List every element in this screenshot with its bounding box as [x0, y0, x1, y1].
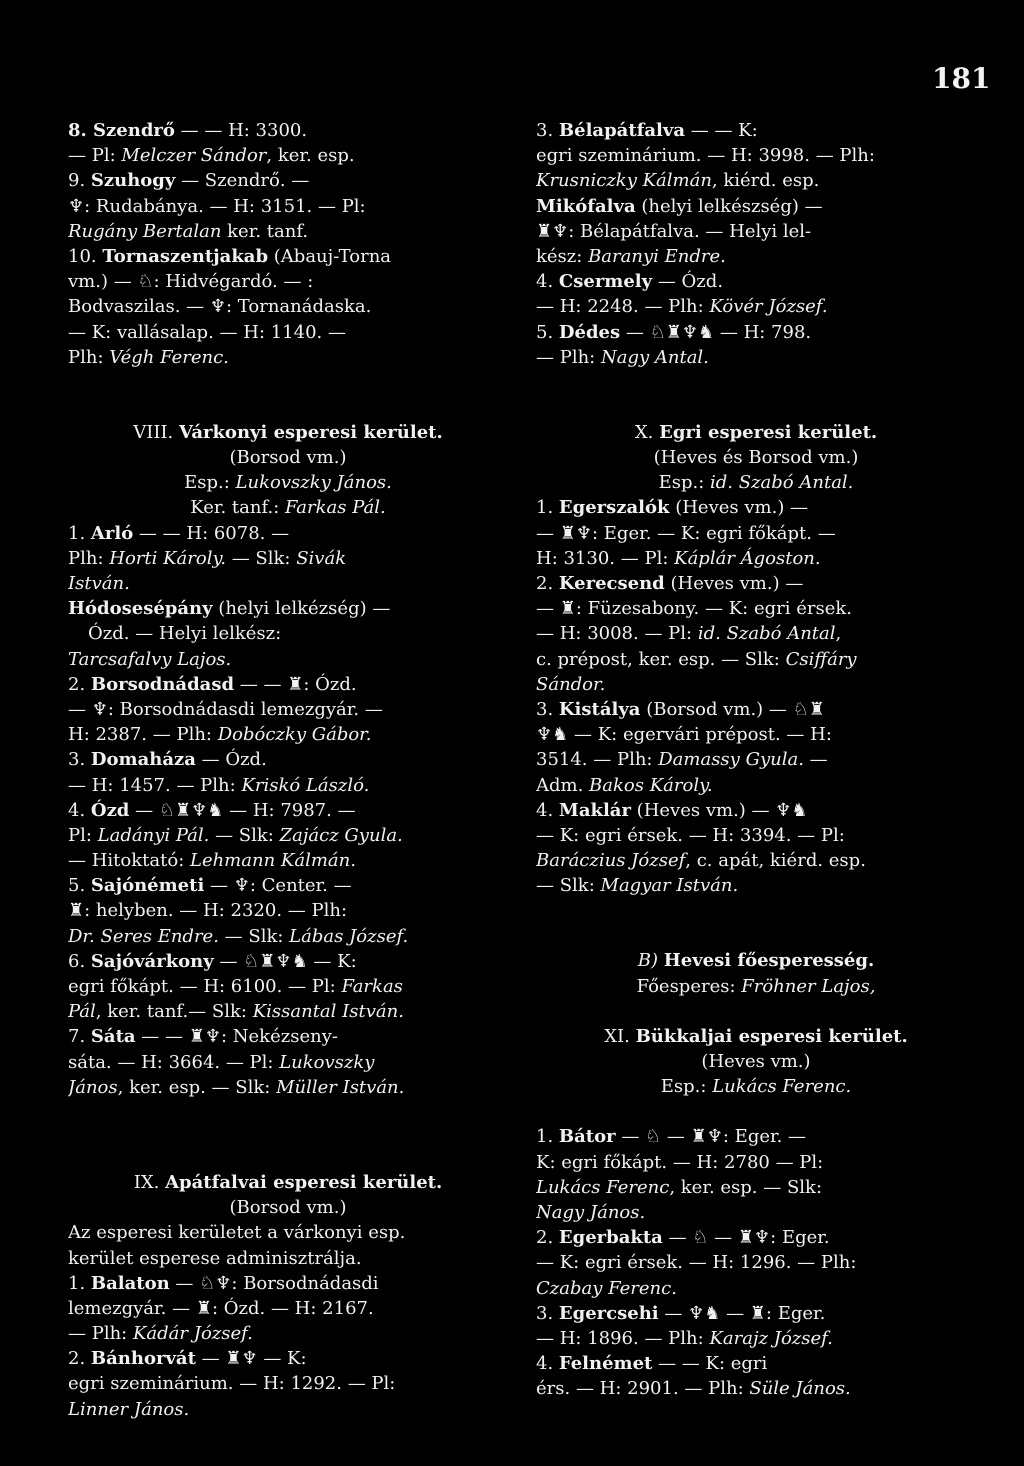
spacer — [68, 370, 508, 420]
right_column-line: B) Hevesi főesperesség. — [637, 950, 875, 972]
right_column-line: — ♜: Füzesabony. — K: egri érsek. — [536, 598, 852, 620]
left_column-line: Plh: Horti Károly. — Slk: Sivák — [68, 547, 347, 569]
left_column-line: — Plh: Kádár József. — [68, 1323, 253, 1345]
spacer — [536, 999, 976, 1024]
right_column-line: ♜♆: Bélapátfalva. — Helyi lel- — [536, 220, 812, 242]
left_column-line: Plh: Végh Ferenc. — [68, 346, 229, 368]
page-number: 181 — [932, 62, 991, 95]
left_column-line: Rugány Bertalan ker. tanf. — [68, 220, 309, 242]
left_column-line: sáta. — H: 3664. — Pl: Lukovszky — [68, 1051, 375, 1073]
right_column-line: érs. — H: 2901. — Plh: Süle János. — [536, 1378, 851, 1400]
right_column-line: Czabay Ferenc. — [536, 1277, 677, 1299]
right_column-line: 3. Egercsehi — ♆♞ — ♜: Eger. — [536, 1302, 826, 1324]
left_column-line: VIII. Várkonyi esperesi kerület. — [133, 421, 443, 443]
right_column-line: 3514. — Plh: Damassy Gyula. — — [536, 749, 828, 771]
right_column-line: (Heves vm.) — [701, 1051, 811, 1072]
right_column-line: ♆♞ — K: egervári prépost. — H: — [536, 724, 832, 746]
left_column-line: Dr. Seres Endre. — Slk: Lábas József. — [68, 925, 409, 947]
right_column-line: Esp.: Lukács Ferenc. — [660, 1076, 852, 1098]
right_column-line: — H: 2248. — Plh: Kövér József. — [536, 296, 828, 318]
right_column-line: Főesperes: Fröhner Lajos, — [636, 975, 876, 997]
left_column-line: Esp.: Lukovszky János. — [184, 472, 392, 494]
left_column-line: István. — [68, 573, 130, 594]
right_column-line: 2. Egerbakta — ♘ — ♜♆: Eger. — [536, 1227, 830, 1249]
right_column-line: 4. Felnémet — — K: egri — [536, 1353, 768, 1375]
left_column-line: Az esperesi kerületet a várkonyi esp. — [68, 1222, 406, 1244]
spacer — [536, 898, 976, 948]
spacer — [536, 370, 976, 420]
right_column-line: 3. Kistálya (Borsod vm.) — ♘♜ — [536, 698, 825, 720]
right_column-line: — H: 3008. — Pl: id. Szabó Antal, — [536, 623, 842, 645]
right_column-line: kész: Baranyi Endre. — [536, 245, 726, 267]
left_column-line: 2. Bánhorvát — ♜♆ — K: — [68, 1348, 307, 1370]
left_column-line: 5. Sajónémeti — ♆: Center. — — [68, 875, 352, 897]
spacer — [68, 1100, 508, 1170]
right_column-line: Nagy János. — [536, 1201, 646, 1223]
left_column-line: 1. Arló — — H: 6078. — — [68, 522, 290, 544]
right_column-line: — K: egri érsek. — H: 1296. — Plh: — [536, 1252, 857, 1274]
left_column-line: Tarcsafalvy Lajos. — [68, 648, 232, 670]
right_column-line: — Slk: Magyar István. — [536, 875, 739, 897]
left_column-line: — K: vallásalap. — H: 1140. — — [68, 321, 346, 343]
left_column-line: 10. Tornaszentjakab (Abauj-Torna — [68, 245, 392, 267]
left_column-line: IX. Apátfalvai esperesi kerület. — [133, 1171, 443, 1193]
right-column — [536, 118, 976, 1401]
right_column-line: 4. Csermely — Ózd. — [536, 271, 724, 293]
left_column-line: Ózd. — Helyi lelkész: — [88, 623, 282, 645]
left_column-line: Ker. tanf.: Farkas Pál. — [190, 497, 386, 519]
left_column-line: 3. Domaháza — Ózd. — [68, 749, 267, 771]
right_column-line: 1. Bátor — ♘ — ♜♆: Eger. — — [536, 1126, 807, 1148]
left_column-line: Linner János. — [68, 1398, 190, 1420]
left_column-line: 6. Sajóvárkony — ♘♜♆♞ — K: — [68, 950, 357, 972]
left_column-line: H: 2387. — Plh: Dobóczky Gábor. — [68, 724, 372, 746]
left_column-line: (Borsod vm.) — [229, 1197, 347, 1219]
right_column-line: egri szeminárium. — H: 3998. — Plh: — [536, 145, 875, 167]
right_column-line: (Heves és Borsod vm.) — [653, 447, 859, 469]
right_column-line: — H: 1896. — Plh: Karajz József. — [536, 1327, 833, 1349]
right_column-line: — Plh: Nagy Antal. — [536, 346, 709, 368]
right_column-line: 3. Bélapátfalva — — K: — [536, 120, 758, 141]
right_column-line: 2. Kerecsend (Heves vm.) — — [536, 573, 804, 594]
left_column-line: vm.) — ♘: Hidvégardó. — : — [68, 271, 314, 293]
right_column-line: Esp.: id. Szabó Antal. — [658, 472, 854, 494]
right_column-line: c. prépost, ker. esp. — Slk: Csiffáry — [536, 648, 857, 670]
right_column-line: Adm. Bakos Károly. — [536, 774, 713, 796]
left_column-line: egri szeminárium. — H: 1292. — Pl: — [68, 1373, 396, 1395]
left_column-line: 2. Borsodnádasd — — ♜: Ózd. — [68, 673, 357, 695]
right_column-line: Sándor. — [536, 673, 606, 695]
left_column-line: 7. Sáta — — ♜♆: Nekézseny- — [68, 1026, 338, 1048]
left-column — [68, 118, 508, 1422]
right_column-line: H: 3130. — Pl: Káplár Ágoston. — [536, 547, 821, 569]
right_column-line: X. Egri esperesi kerület. — [634, 421, 878, 443]
left_column-line: 1. Balaton — ♘♆: Borsodnádasdi — [68, 1272, 379, 1294]
right_column-line: Baráczius József, c. apát, kiérd. esp. — [536, 850, 866, 872]
left_column-line: kerület esperese adminisztrálja. — [68, 1247, 362, 1269]
left_column-line: Pl: Ladányi Pál. — Slk: Zajácz Gyula. — [68, 824, 403, 846]
left_column-line: — H: 1457. — Plh: Kriskó László. — [68, 774, 370, 796]
left_column-line: — Pl: Melczer Sándor, ker. esp. — [68, 145, 355, 167]
left_column-line: Pál, ker. tanf.— Slk: Kissantal István. — [68, 1001, 404, 1023]
left_column-line: ♆: Rudabánya. — H: 3151. — Pl: — [68, 195, 366, 217]
left_column-line: — ♆: Borsodnádasdi lemezgyár. — — [68, 698, 383, 720]
left_column-line: 9. Szuhogy — Szendrő. — — [68, 170, 310, 192]
left_column-line: 4. Ózd — ♘♜♆♞ — H: 7987. — — [68, 799, 356, 821]
left_column-line: Hódosesépány (helyi lelkézség) — — [68, 598, 391, 620]
right_column-line: 4. Maklár (Heves vm.) — ♆♞ — [536, 799, 808, 821]
left_column-line: (Borsod vm.) — [229, 447, 347, 469]
left_column-line: — Hitoktató: Lehmann Kálmán. — [68, 850, 356, 872]
right_column-line: 5. Dédes — ♘♜♆♞ — H: 798. — [536, 321, 812, 343]
right_column-line: Lukács Ferenc, ker. esp. — Slk: — [536, 1176, 823, 1198]
left_column-line: 8. Szendrő — — H: 3300. — [68, 120, 308, 141]
right_column-line: Krusniczky Kálmán, kiérd. esp. — [536, 170, 820, 192]
right_column-line: — ♜♆: Eger. — K: egri főkápt. — — [536, 522, 836, 544]
left_column-line: Bodvaszilas. — ♆: Tornanádaska. — [68, 296, 372, 318]
right_column-line: XI. Bükkaljai esperesi kerület. — [604, 1025, 908, 1047]
left_column-line: ♜: helyben. — H: 2320. — Plh: — [68, 900, 348, 922]
right_column-line: Mikófalva (helyi lelkészség) — — [536, 195, 823, 217]
left_column-line: egri főkápt. — H: 6100. — Pl: Farkas — [68, 976, 403, 997]
left_column-line: János, ker. esp. — Slk: Müller István. — [68, 1076, 405, 1098]
spacer — [536, 1099, 976, 1124]
right_column-line: K: egri főkápt. — H: 2780 — Pl: — [536, 1151, 824, 1173]
left_column-line: lemezgyár. — ♜: Ózd. — H: 2167. — [68, 1297, 374, 1319]
right_column-line: 1. Egerszalók (Heves vm.) — — [536, 497, 809, 519]
right_column-line: — K: egri érsek. — H: 3394. — Pl: — [536, 824, 845, 846]
